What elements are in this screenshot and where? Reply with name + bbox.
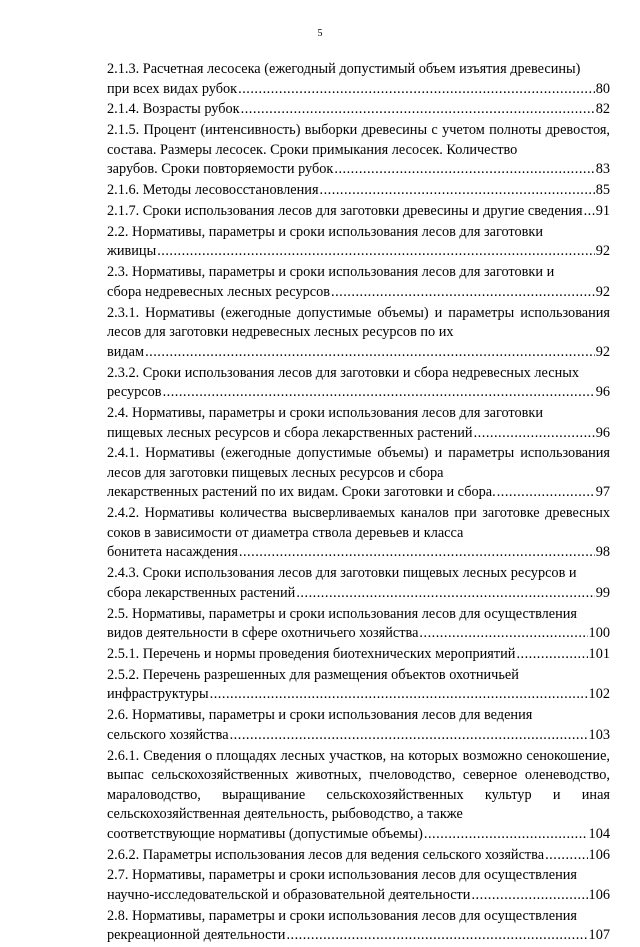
toc-entry-line — [107, 181, 610, 201]
toc-page-number: 104 — [588, 825, 610, 842]
toc-entry-title: сбора недревесных лесных ресурсов — [107, 283, 330, 300]
toc-entry[interactable] — [107, 100, 610, 120]
toc-page-number: 92 — [595, 283, 610, 300]
toc-entry-title: соответствующие нормативы (допустимые объемы) — [107, 825, 423, 842]
toc-dot-leader — [516, 645, 587, 665]
toc-entry[interactable] — [107, 181, 610, 201]
toc-entry-title: 2.1.4. Возрасты рубок — [107, 101, 240, 118]
toc-page-number: 91 — [595, 203, 610, 220]
toc-entry-title: бонитета насаждения — [107, 544, 238, 561]
toc-entry-title: инфраструктуры — [107, 686, 209, 703]
toc-entry[interactable] — [107, 907, 610, 946]
toc-entry-title: 2.1.6. Методы лесовосстановления — [107, 182, 319, 199]
toc-entry-text: 2.4.1. Нормативы (ежегодные допустимые объемы) и параметры использования лесов для заготовки пищевых лесных ресурсов и сбора — [107, 445, 610, 481]
toc-entry-text: 2.6.1. Сведения о площадях лесных участков, на которых возможно сенокошение, выпас сельскохозяйственных животных, пчеловодство, северное оленеводство, мараловодство, выращивание сельскохозяйственных культур и иная сельскохозяйственная деятельность, рыбоводство, а также — [107, 747, 610, 823]
toc-entry-title: пищевых лесных ресурсов и сбора лекарственных растений — [107, 424, 473, 441]
toc-entry[interactable] — [107, 605, 610, 644]
page-number: 5 — [317, 28, 323, 39]
toc-entry[interactable] — [107, 666, 610, 705]
toc-entry-text: 2.2. Нормативы, параметры и сроки использования лесов для заготовки — [107, 223, 543, 240]
toc-entry-line — [107, 624, 610, 644]
toc-entry-text: 2.4.2. Нормативы количества высверливаемых каналов при заготовке древесных соков в зависимости от диаметра ствола деревьев и класса — [107, 505, 610, 541]
toc-page-number: 99 — [595, 584, 610, 601]
toc-page-number: 98 — [595, 544, 610, 561]
toc-entry-line — [107, 846, 610, 866]
toc-dot-leader — [230, 726, 588, 746]
toc-entry-title: зарубов. Сроки повторяемости рубок — [107, 161, 334, 178]
toc-page-number: 82 — [595, 101, 610, 118]
toc-entry-line — [107, 645, 610, 665]
toc-entry-text: 2.3. Нормативы, параметры и сроки использования лесов для заготовки и — [107, 264, 555, 281]
toc-entry-line — [107, 926, 610, 946]
toc-dot-leader — [474, 424, 595, 444]
toc-dot-leader — [584, 202, 595, 222]
toc-dot-leader — [545, 846, 587, 866]
toc-dot-leader — [419, 624, 587, 644]
toc-entry-text: 2.5. Нормативы, параметры и сроки использования лесов для осуществления — [107, 605, 578, 622]
toc-page-number: 106 — [588, 846, 610, 863]
toc-entry[interactable] — [107, 60, 610, 99]
toc-entry-title: сельского хозяйства — [107, 726, 229, 743]
toc-entry-line — [107, 424, 610, 444]
toc-entry-title: рекреационной деятельности — [107, 927, 286, 944]
toc-entry-text: 2.1.3. Расчетная лесосека (ежегодный допустимый объем изъятия древесины) — [107, 61, 581, 77]
toc-dot-leader — [424, 825, 588, 845]
toc-entry-line — [107, 100, 610, 120]
toc-page-number: 85 — [595, 182, 610, 199]
toc-entry[interactable] — [107, 404, 610, 443]
toc-page-number: 96 — [595, 384, 610, 401]
toc-entry-line — [107, 543, 610, 563]
toc-entry-text: 2.3.1. Нормативы (ежегодные допустимые объемы) и параметры использования лесов для заготовки недревесных лесных ресурсов по их — [107, 304, 610, 341]
toc-entry-title: 2.6.2. Параметры использования лесов для ведения сельского хозяйства — [107, 846, 545, 863]
toc-entry-text: 2.4. Нормативы, параметры и сроки использования лесов для заготовки — [107, 405, 543, 422]
toc-entry-title: научно-исследовательской и образовательной деятельности — [107, 886, 471, 903]
toc-entry-text: 2.8. Нормативы, параметры и сроки использования лесов для осуществления — [107, 907, 578, 924]
toc-entry-line — [107, 685, 610, 705]
toc-page-number: 96 — [595, 424, 610, 441]
toc-dot-leader — [296, 584, 594, 604]
toc-dot-leader — [471, 886, 587, 906]
toc-dot-leader — [286, 926, 587, 946]
toc-entry[interactable] — [107, 747, 610, 845]
toc-page-number: 103 — [588, 726, 610, 743]
toc-entry-text: 2.7. Нормативы, параметры и сроки использования лесов для осуществления — [107, 867, 578, 884]
toc-entry-text: 2.3.2. Сроки использования лесов для заготовки и сбора недревесных лесных — [107, 364, 579, 381]
toc-entry-title: живицы — [107, 243, 157, 260]
toc-dot-leader — [331, 283, 595, 303]
toc-dot-leader — [238, 80, 595, 100]
toc-entry[interactable] — [107, 706, 610, 745]
toc-entry-line — [107, 886, 610, 906]
toc-entry-title: при всех видах рубок — [107, 80, 238, 97]
toc-page-number: 100 — [588, 625, 610, 642]
toc-entry[interactable] — [107, 202, 610, 222]
toc-entry-title: видов деятельности в сфере охотничьего хозяйства — [107, 625, 419, 642]
toc-page-number: 92 — [595, 243, 610, 260]
toc-page-number: 101 — [588, 645, 610, 662]
toc-entry[interactable] — [107, 866, 610, 905]
toc-entry-line — [107, 383, 610, 403]
toc-entry-title: ресурсов — [107, 384, 162, 401]
toc-entry[interactable] — [107, 304, 610, 363]
toc-page-number: 107 — [588, 927, 610, 944]
toc-entry-title: 2.1.7. Сроки использования лесов для заготовки древесины и другие сведения — [107, 203, 583, 220]
toc-entry[interactable] — [107, 444, 610, 503]
toc-entry-line — [107, 825, 610, 845]
toc-dot-leader — [145, 343, 595, 363]
toc-page-number: 80 — [595, 80, 610, 97]
toc-dot-leader — [210, 685, 588, 705]
toc-entry-line — [107, 160, 610, 180]
toc-page-number: 83 — [595, 161, 610, 178]
toc-entry[interactable] — [107, 364, 610, 403]
toc-dot-leader — [497, 483, 595, 503]
toc-page-number: 106 — [588, 886, 610, 903]
toc-entry-line — [107, 483, 610, 503]
toc-page-number: 92 — [595, 343, 610, 360]
toc-entry-text: 2.5.2. Перечень разрешенных для размещения объектов охотничьей — [107, 666, 519, 683]
toc-entry-text: 2.6. Нормативы, параметры и сроки использования лесов для ведения — [107, 707, 533, 724]
toc-page-number: 97 — [595, 484, 610, 501]
toc-entry-line — [107, 726, 610, 746]
toc-dot-leader — [241, 100, 595, 120]
toc-entry[interactable] — [107, 564, 610, 603]
toc-dot-leader — [334, 160, 594, 180]
toc-entry-line — [107, 343, 610, 363]
toc-entry[interactable] — [107, 846, 610, 866]
toc-dot-leader — [320, 181, 595, 201]
toc-entry[interactable] — [107, 263, 610, 302]
toc-entry-line — [107, 584, 610, 604]
toc-entry-line — [107, 283, 610, 303]
toc-entry-title: лекарственных растений по их видам. Сроки заготовки и сбора. — [107, 484, 496, 501]
table-of-contents — [107, 60, 610, 947]
toc-dot-leader — [239, 543, 595, 563]
toc-entry-line — [107, 80, 610, 100]
toc-dot-leader — [163, 383, 595, 403]
toc-page-number: 102 — [588, 686, 610, 703]
toc-entry[interactable] — [107, 121, 610, 180]
toc-entry-line — [107, 242, 610, 262]
toc-entry-title: видам — [107, 343, 145, 360]
toc-entry-title: 2.5.1. Перечень и нормы проведения биотехнических мероприятий — [107, 645, 516, 662]
toc-entry-line — [107, 202, 610, 222]
toc-entry[interactable] — [107, 504, 610, 563]
toc-entry-text: 2.1.5. Процент (интенсивность) выборки древесины с учетом полноты древостоя, состава. Размеры лесосек. Сроки примыкания лесосек. Количество — [107, 122, 610, 158]
toc-dot-leader — [157, 242, 595, 262]
toc-entry[interactable] — [107, 223, 610, 262]
toc-entry-title: сбора лекарственных растений — [107, 584, 296, 601]
toc-entry[interactable] — [107, 645, 610, 665]
toc-entry-text: 2.4.3. Сроки использования лесов для заготовки пищевых лесных ресурсов и — [107, 565, 577, 582]
